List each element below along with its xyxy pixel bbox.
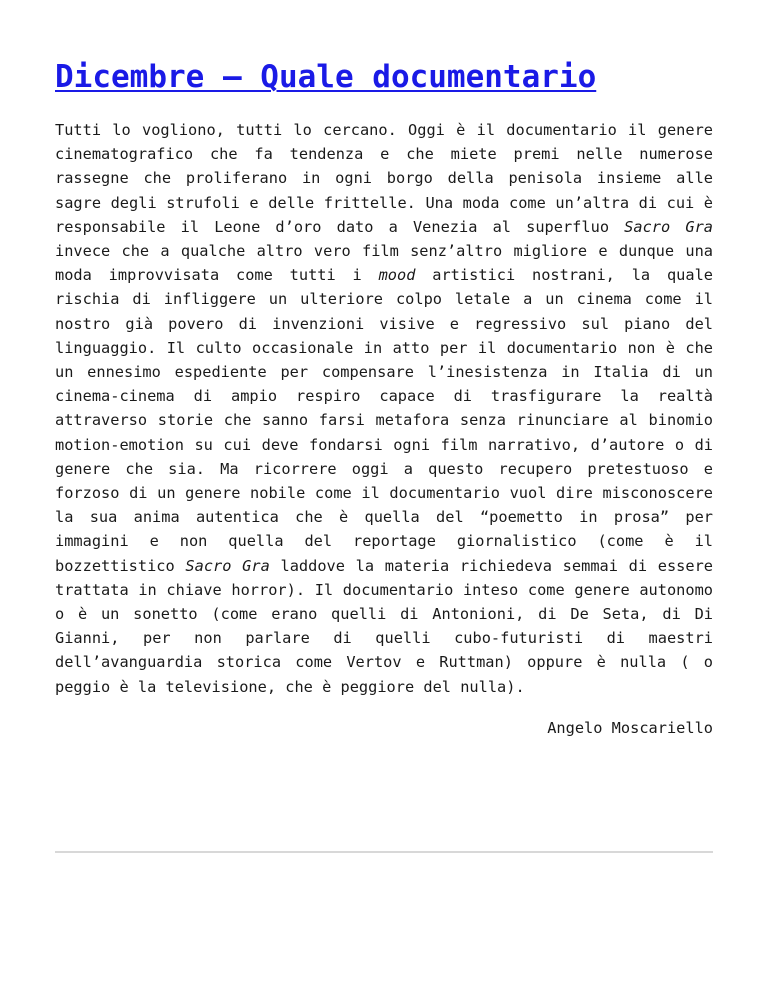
author-signature: Angelo Moscariello bbox=[547, 718, 713, 737]
article-text-part-3: artistici nostrani, la quale rischia di infliggere un ulteriore colpo letale a un cinema come il nostro già povero di invenzioni visive e regressivo sul piano del linguaggio. Il culto occasionale in atto per il documentario non è che un ennesimo espediente per compensare l’inesistenza in Italia di un cinema-cinema di ampio respiro capace di trasfigurare la realtà attraverso storie che sanno farsi metafora senza rinunciare al binomio motion-emotion su cui deve fondarsi ogni film narrativo, d’autore o di genere che sia. Ma ricorrere oggi a questo recupero pretestuoso e forzoso di un genere nobile come il documentario vuol dire misconoscere la sua anima autentica che è quella del “poemetto in prosa” per immagini e non quella del reportage giornalistico (come è il bozzettistico bbox=[55, 266, 713, 575]
article-text-part-2: invece che a qualche altro vero film senz’altro migliore e dunque una moda improvvisata come tutti i bbox=[55, 242, 713, 285]
article-page bbox=[55, 58, 713, 740]
article-text-part-1: Tutti lo vogliono, tutti lo cercano. Oggi è il documentario il genere cinematografico che fa tendenza e che miete premi nelle numerose rassegne che proliferano in ogni borgo della penisola insieme alle sagre degli strufoli e delle frittelle. Una moda come un’altra di cui è responsabile il Leone d’oro dato a Venezia al superfluo bbox=[55, 121, 713, 236]
article-body bbox=[55, 118, 713, 699]
article-italic-film-title: Sacro Gra bbox=[624, 217, 713, 236]
article-italic-mood: mood bbox=[378, 266, 416, 285]
article-text-part-4: laddove la materia richiedeva semmai di essere trattata in chiave horror). Il documentario inteso come genere autonomo o è un sonetto (come erano quelli di Antonioni, di De Seta, di Di Gianni, per non parlare di quelli cubo-futuristi di maestri dell’avanguardia storica come Vertov e Ruttman) oppure è nulla ( o peggio è la televisione, che è peggiore del nulla). bbox=[55, 556, 713, 696]
article-italic-film-title-2: Sacro Gra bbox=[185, 556, 270, 575]
article-title-link[interactable]: Dicembre – Quale documentario bbox=[55, 59, 597, 95]
footer-divider bbox=[55, 851, 713, 853]
